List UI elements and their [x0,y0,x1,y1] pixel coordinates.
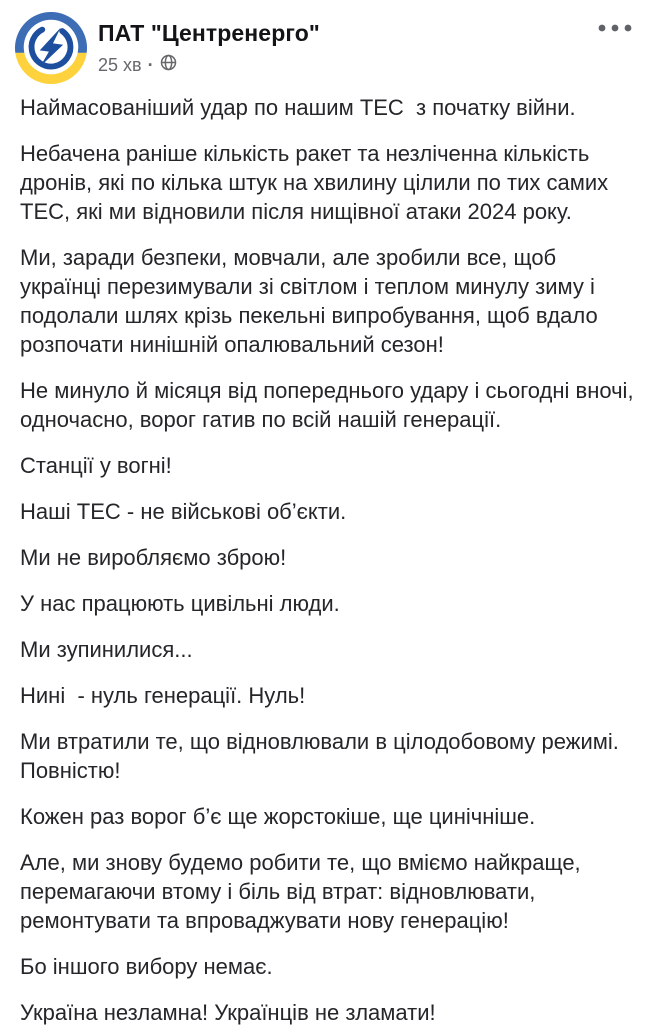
post-paragraph: Ми втратили те, що відновлювали в цілодобовому режимі. Повністю! [20,729,625,783]
post-meta-row [98,54,320,76]
three-dots-icon [596,22,634,34]
post-paragraph: Ми зупинилися... [20,637,193,662]
post-paragraph: Небачена раніше кількість ракет та незліченна кількість дронів, які по кілька штук на хвилину цілили по тих самих ТЕС, які ми відновили після нищівної атаки 2024 року. [20,141,615,224]
post-timestamp[interactable]: 25 хв [98,54,142,75]
post-paragraph: Ми, заради безпеки, мовчали, але зробили все, щоб українці перезимували зі світлом і теплом минулу зиму і подолали шлях крізь пекельні випробування, щоб вдало розпочати нинішній опалювальний сезон! [20,245,604,357]
more-options-button[interactable] [590,16,640,40]
post-header-meta [98,11,320,76]
post-paragraph: Наймасованіший удар по нашим ТЕС з початку війни. [20,95,576,120]
dot-separator: · [147,54,154,75]
post-paragraph: Не минуло й місяця від попереднього удару і сьогодні вночі, одночасно, ворог гатив по всій нашій генерації. [20,378,640,432]
post-header [0,0,654,85]
post-paragraph: Кожен раз ворог б’є ще жорстокіше, ще цинічніше. [20,804,536,829]
post-paragraph: Ми не виробляємо зброю! [20,545,287,570]
lightning-bolt-logo [14,11,88,85]
post-paragraph: Але, ми знову будемо робити те, що вміємо найкраще, перемагаючи втому і біль від втрат: відновлювати, ремонтувати та впроваджувати нову генерацію! [20,850,587,933]
post-paragraph: Нині - нуль генерації. Нуль! [20,683,306,708]
post-paragraph: Наші ТЕС - не військові об’єкти. [20,499,347,524]
globe-icon [160,54,177,76]
post-body [0,85,654,1027]
post-paragraph: Бо іншого вибору немає. [20,954,273,979]
page-name[interactable]: ПАТ "Центренерго" [98,20,320,46]
page-avatar[interactable] [14,11,88,85]
post-paragraph: Станції у вогні! [20,453,172,478]
post-paragraph: У нас працюють цивільні люди. [20,591,340,616]
post-paragraph: Україна незламна! Українців не зламати! [20,1000,436,1025]
